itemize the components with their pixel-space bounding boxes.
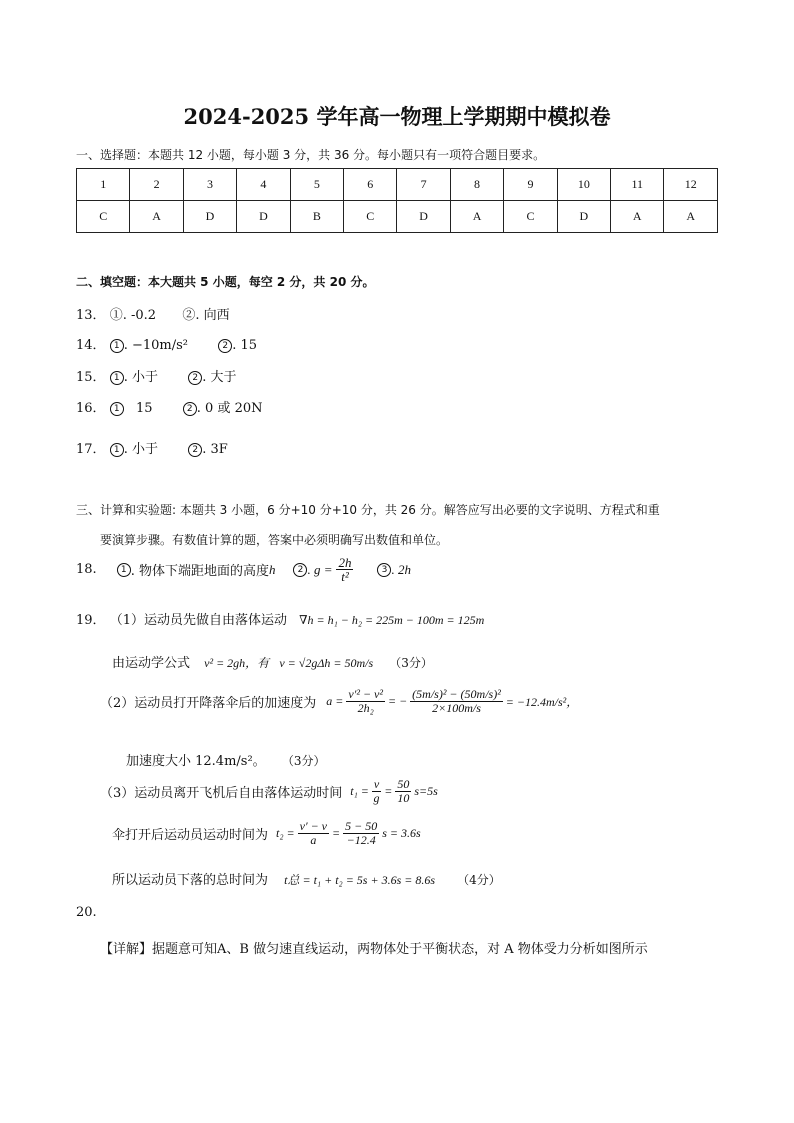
answer-cell: D (237, 201, 290, 233)
q20-number: 20. (76, 905, 97, 920)
question-number-cell: 5 (290, 169, 343, 201)
answer-cell: B (290, 201, 343, 233)
q14-answer-2: . 15 (232, 338, 258, 353)
q13-answer-2: ②. 向西 (182, 308, 230, 323)
question-number-cell: 3 (183, 169, 236, 201)
q19-part-3c-text: 所以运动员下落的总时间为 (112, 873, 269, 888)
fraction-numerator: 50 (397, 777, 410, 791)
fraction-numerator: 5 − 50 (345, 819, 378, 833)
q19-part-2b-text: 加速度大小 12.4m/s²。 (126, 754, 266, 769)
section-2-heading: 二、填空题：本大题共 5 小题，每空 2 分，共 20 分。 (76, 275, 375, 289)
fraction-numerator: v′ − v (299, 819, 327, 833)
answer-table (76, 168, 718, 233)
q19-part-3b-text: 伞打开后运动员运动时间为 (112, 828, 269, 843)
q19-part-1b-text: 由运动学公式 (112, 656, 191, 671)
q19-part-3b-lhs: t₂ = (276, 826, 295, 840)
page-title: 2024-2025 学年高一物理上学期期中模拟卷 (183, 104, 611, 129)
question-number-cell: 11 (611, 169, 664, 201)
q16-number: 16． (76, 401, 106, 416)
q18-fraction (336, 556, 353, 583)
q13-answer-1: ①. -0.2 (109, 308, 157, 323)
q19-part-3b-equals: = (332, 826, 341, 840)
fraction-denominator: 10 (397, 791, 410, 805)
q19-part-3b-fraction-2 (343, 820, 379, 847)
q19-part-3-lhs: t₁ = (350, 784, 369, 798)
q19-part-2b (126, 750, 325, 769)
q15-answer-2: . 大于 (202, 370, 237, 385)
q19-part-1b-score: （3分） (389, 656, 433, 670)
fraction-denominator: 2×100m/s (432, 701, 481, 715)
q16-answer-2: . 0 或 20N (196, 401, 263, 416)
q18-answer-3: . 2h (391, 561, 411, 577)
q19-part-2b-score: （3分） (281, 754, 326, 768)
fraction-denominator: t² (341, 569, 349, 584)
q19-part-3-fraction-2 (395, 778, 411, 805)
q19-part-3c-equation: t总 = t₁ + t₂ = 5s + 3.6s = 8.6s (284, 873, 436, 887)
q19-part-1b-eq-1: v² = 2gh，有 (204, 656, 270, 670)
q19-part-2-rhs: = −12.4m/s²， (505, 695, 579, 709)
q19-part-2-fraction-1 (346, 688, 385, 715)
q17-number: 17． (76, 442, 106, 457)
question-number-cell: 6 (344, 169, 397, 201)
question-16 (76, 397, 263, 416)
q19-part-2-text: （2）运动员打开降落伞后的加速度为 (100, 696, 317, 711)
q13-number: 13． (76, 308, 106, 323)
question-number-cell: 10 (557, 169, 610, 201)
circled-number-1: 1 (110, 402, 124, 416)
fraction-numerator: v′² − v² (348, 687, 383, 701)
section-3-heading-line-1: 三、计算和实验题: 本题共 3 小题，6 分+10 分+10 分，共 26 分。解答应写出必要的文字说明、方程式和重 (76, 503, 660, 517)
q19-part-3c-score: （4分） (457, 873, 501, 887)
circled-number-2: 2 (293, 563, 307, 577)
q19-part-3 (100, 778, 438, 805)
circled-number-3: 3 (377, 563, 391, 577)
fraction-numerator: 2h (338, 555, 352, 570)
circled-number-2: 2 (188, 371, 202, 385)
question-number-cell: 8 (450, 169, 503, 201)
q15-number: 15． (76, 370, 106, 385)
answer-cell: C (344, 201, 397, 233)
q19-part-3b-rhs: s = 3.6s (382, 826, 421, 840)
question-13 (76, 304, 230, 323)
answer-cell: D (183, 201, 236, 233)
q19-part-2 (100, 688, 578, 715)
section-3-heading-line-2: 要演算步骤。有数值计算的题，答案中必须明确写出数值和单位。 (100, 533, 449, 547)
circled-number-2: 2 (183, 402, 197, 416)
q18-answer-2-lhs: . g = (307, 561, 333, 577)
q19-part-3-fraction-1 (372, 778, 381, 805)
q19-part-3-equals: = (384, 784, 393, 798)
question-number-cell: 4 (237, 169, 290, 201)
fraction-denominator: −12.4 (346, 833, 376, 847)
q18-answer-1-variable: h (268, 561, 276, 577)
q16-answer-1: 15 (135, 401, 153, 416)
q15-answer-1: . 小于 (123, 370, 158, 385)
q14-number: 14． (76, 338, 106, 353)
q19-part-2-mid: = − (387, 694, 408, 708)
fraction-numerator: v (373, 777, 380, 791)
q19-part-1-text: （1）运动员先做自由落体运动 (109, 613, 287, 628)
circled-number-2: 2 (188, 443, 202, 457)
circled-number-1: 1 (117, 563, 131, 577)
question-number-cell: 9 (504, 169, 557, 201)
answer-cell: C (504, 201, 557, 233)
answer-cell: C (77, 201, 130, 233)
q19-part-3-text: （3）运动员离开飞机后自由落体运动时间 (100, 786, 343, 801)
q19-part-3b (112, 820, 421, 847)
question-number-cell: 7 (397, 169, 450, 201)
answer-cell: A (450, 201, 503, 233)
circled-number-1: 1 (110, 443, 124, 457)
section-1-heading: 一、选择题：本题共 12 小题，每小题 3 分，共 36 分。每小题只有一项符合题目要求。 (76, 148, 546, 162)
fraction-denominator: 2h₂ (357, 701, 374, 715)
question-15 (76, 366, 237, 385)
q19-part-1-equation: ∇h = h₁ − h₂ = 225m − 100m = 125m (299, 613, 485, 627)
fraction-numerator: (5m/s)² − (50m/s)² (412, 687, 501, 701)
q20-detail-text: 【详解】据题意可知A、B 做匀速直线运动，两物体处于平衡状态，对 A 物体受力分析如图所示 (100, 942, 648, 957)
q17-answer-2: . 3F (202, 442, 228, 457)
answer-cell: D (557, 201, 610, 233)
question-number-cell: 12 (664, 169, 718, 201)
circled-number-1: 1 (110, 371, 124, 385)
answer-cell: A (130, 201, 183, 233)
q19-part-2-lhs: a = (326, 694, 344, 708)
circled-number-1: 1 (110, 339, 124, 353)
answer-table-number-row (77, 169, 718, 201)
question-number-cell: 1 (77, 169, 130, 201)
q19-part-1b-eq-2: v = √2gΔh = 50m/s (279, 656, 374, 670)
fraction-denominator: a (310, 833, 317, 847)
question-17 (76, 438, 228, 457)
answer-table-answer-row (77, 201, 718, 233)
q19-number: 19． (76, 613, 106, 628)
question-18 (76, 556, 411, 583)
fraction-denominator: g (373, 791, 380, 805)
q18-answer-1-text: . 物体下端距地面的高度 (130, 564, 269, 579)
answer-cell: A (611, 201, 664, 233)
answer-cell: A (664, 201, 718, 233)
q19-part-1b (112, 652, 433, 671)
q19-part-2-fraction-2 (410, 688, 503, 715)
question-14 (76, 334, 257, 353)
circled-number-2: 2 (218, 339, 232, 353)
answer-cell: D (397, 201, 450, 233)
q18-number: 18. (76, 562, 97, 577)
q19-part-1 (76, 609, 484, 628)
question-number-cell: 2 (130, 169, 183, 201)
q19-part-3b-fraction-1 (298, 820, 329, 847)
q19-part-3c (112, 869, 501, 888)
q19-part-3-rhs: s=5s (414, 784, 438, 798)
q17-answer-1: . 小于 (123, 442, 158, 457)
q14-answer-1: . −10m/s² (123, 338, 188, 353)
